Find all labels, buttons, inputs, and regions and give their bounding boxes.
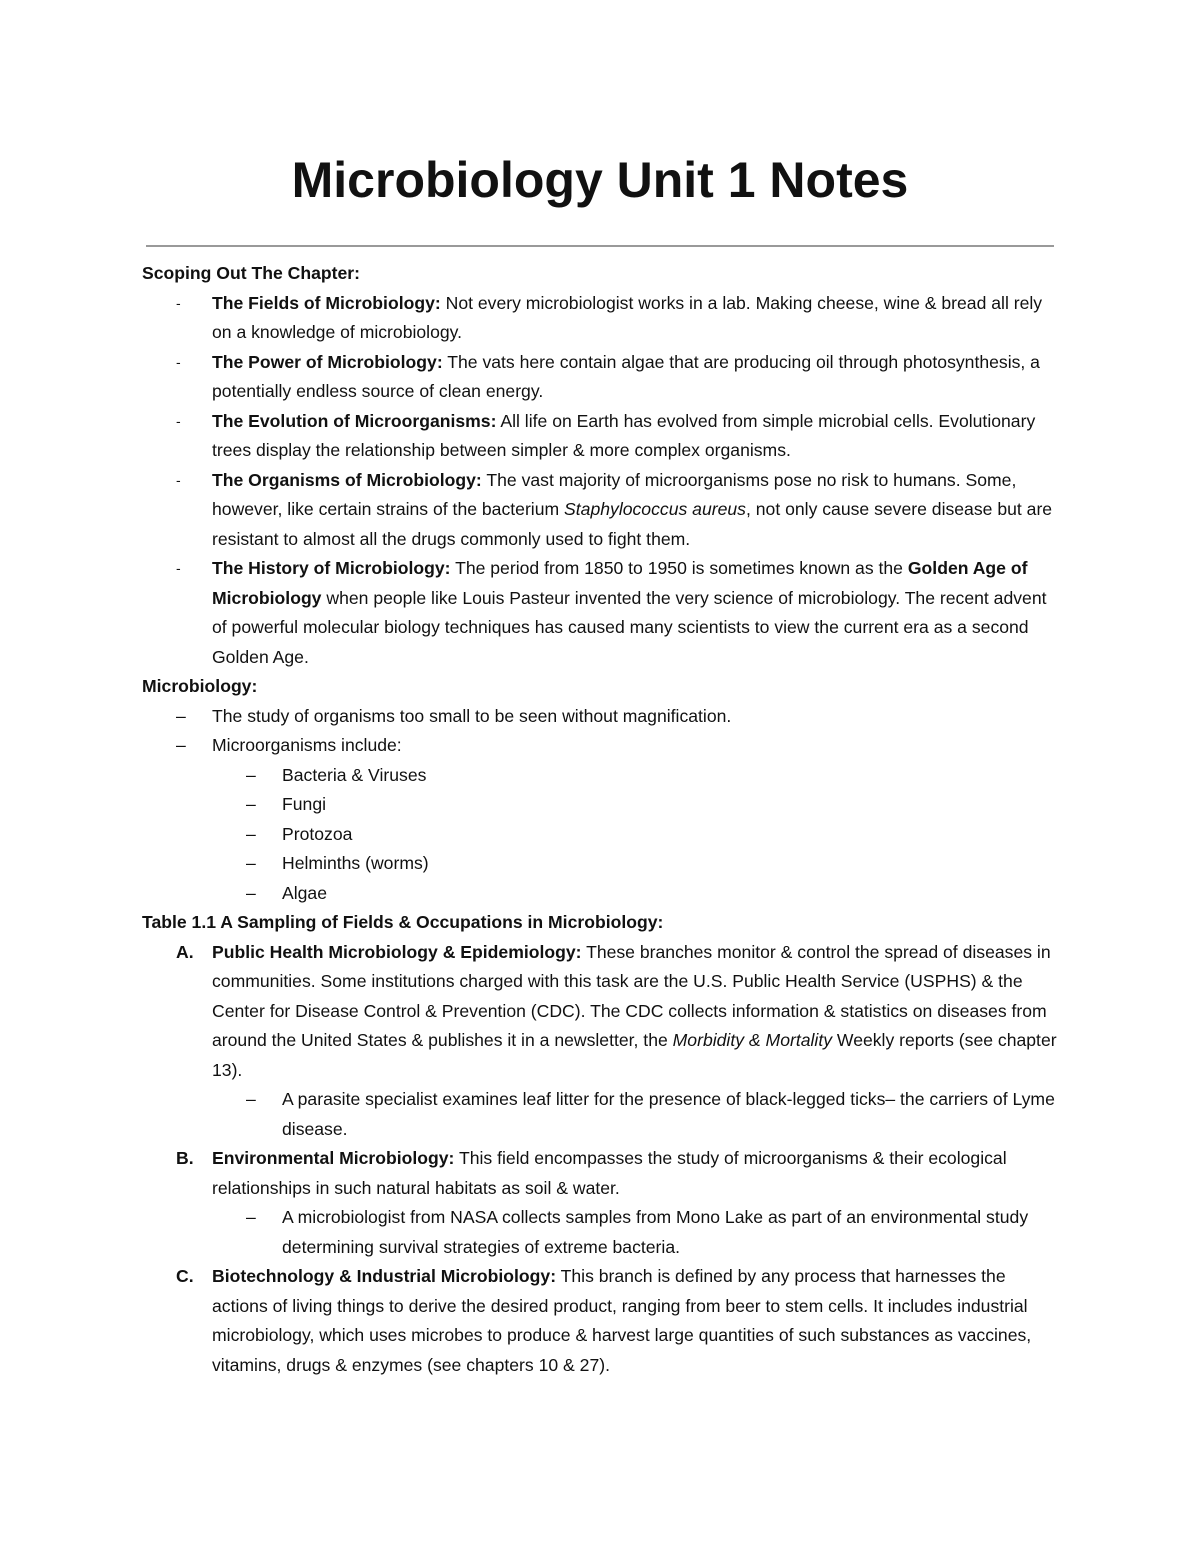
item-text: when people like Louis Pasteur invented the very science of microbiology. The recent advent of powerful molecular biology techniques has caused many scientists to view the current era as a second Golden Age. bbox=[212, 587, 1047, 667]
list-item bbox=[142, 348, 1062, 407]
bullet-dash: – bbox=[246, 764, 256, 785]
bullet-dash: - bbox=[176, 471, 181, 488]
list-item bbox=[142, 731, 1062, 761]
bullet-dash: - bbox=[176, 353, 181, 370]
sub-list-item bbox=[142, 849, 1062, 879]
sub-list-item bbox=[142, 1203, 1062, 1262]
item-text: Protozoa bbox=[282, 823, 353, 844]
item-letter: B. bbox=[176, 1148, 194, 1168]
bullet-dash: – bbox=[246, 1207, 256, 1227]
section-heading-table: Table 1.1 A Sampling of Fields & Occupations in Microbiology: bbox=[142, 912, 664, 932]
sub-list-item bbox=[142, 879, 1062, 909]
item-text: Weekly reports (see chapter 13). bbox=[212, 1030, 1057, 1080]
item-term: The Organisms of Microbiology: bbox=[212, 469, 482, 490]
item-text: The period from 1850 to 1950 is sometimes known as the bbox=[450, 558, 908, 578]
section-heading-scoping: Scoping Out The Chapter: bbox=[142, 263, 360, 283]
bullet-dash: – bbox=[246, 794, 256, 814]
item-text: Not every microbiologist works in a lab. Making cheese, wine & bread all rely on a knowledge of microbiology. bbox=[212, 292, 1043, 342]
item-text: , not only cause severe disease but are resistant to almost all the drugs commonly used to fight them. bbox=[212, 499, 1053, 549]
item-term: The History of Microbiology: bbox=[212, 558, 451, 578]
item-term: Public Health Microbiology & Epidemiology: bbox=[212, 941, 582, 962]
item-letter: C. bbox=[176, 1266, 194, 1286]
item-term: The Evolution of Microorganisms: bbox=[212, 410, 497, 431]
item-text: This field encompasses the study of microorganisms & their ecological relationships in such natural habitats as soil & water. bbox=[212, 1148, 1007, 1198]
sub-list-item bbox=[142, 790, 1062, 820]
bullet-dash: – bbox=[246, 853, 256, 873]
bullet-dash: - bbox=[176, 294, 181, 311]
item-text: Helminths (worms) bbox=[282, 853, 429, 873]
species-name: Staphylococcus aureus bbox=[564, 499, 746, 519]
item-text: A microbiologist from NASA collects samples from Mono Lake as part of an environmental study determining survival strategies of extreme bacteria. bbox=[282, 1207, 1029, 1257]
horizontal-rule bbox=[146, 245, 1054, 247]
lettered-item bbox=[142, 1262, 1062, 1380]
list-item bbox=[142, 407, 1062, 466]
item-text: The vats here contain algae that are producing oil through photosynthesis, a potentially endless source of clean energy. bbox=[212, 351, 1040, 401]
item-term: Environmental Microbiology: bbox=[212, 1148, 455, 1168]
item-term: Biotechnology & Industrial Microbiology: bbox=[212, 1266, 557, 1286]
lettered-item bbox=[142, 938, 1062, 1086]
item-text: Bacteria & Viruses bbox=[282, 764, 427, 785]
item-text: All life on Earth has evolved from simple microbial cells. Evolutionary trees display the relationship between simpler & more complex organisms. bbox=[212, 410, 1036, 460]
list-item bbox=[142, 466, 1062, 555]
item-term: The Fields of Microbiology: bbox=[212, 292, 441, 313]
bullet-dash: – bbox=[176, 705, 186, 726]
item-text: Microorganisms include: bbox=[212, 735, 402, 755]
item-text: A parasite specialist examines leaf litter for the presence of black-legged ticks– the carriers of Lyme disease. bbox=[282, 1089, 1055, 1139]
item-text: This branch is defined by any process that harnesses the actions of living things to derive the desired product, ranging from beer to stem cells. It includes industrial microbiology, which uses microbes to produce & harvest large quantities of such substances as vaccines, vitamins, drugs & enzymes (see chapters 10 & 27). bbox=[212, 1266, 1032, 1375]
bullet-dash: – bbox=[246, 823, 256, 844]
bullet-dash: – bbox=[246, 882, 256, 903]
item-text: Algae bbox=[282, 882, 327, 903]
list-item bbox=[142, 554, 1062, 672]
item-text: Fungi bbox=[282, 794, 327, 814]
item-term: The Power of Microbiology: bbox=[212, 351, 443, 372]
item-text: These branches monitor & control the spread of diseases in communities. Some institutions charged with this task are the U.S. Public Health Service (USPHS) & the Center for Disease Control & Prevention (CDC). The CDC collects information & statistics on diseases from around the United States & publishes it in a newsletter, the bbox=[212, 941, 1051, 1050]
item-letter: A. bbox=[176, 941, 194, 962]
publication-name: Morbidity & Mortality bbox=[672, 1030, 833, 1050]
sub-list-item bbox=[142, 761, 1062, 791]
item-text: The study of organisms too small to be seen without magnification. bbox=[212, 705, 732, 726]
list-item bbox=[142, 289, 1062, 348]
document-body bbox=[142, 259, 1062, 1380]
list-item bbox=[142, 702, 1062, 732]
sub-list-item bbox=[142, 820, 1062, 850]
bullet-dash: - bbox=[176, 560, 181, 576]
bullet-dash: – bbox=[246, 1089, 256, 1109]
lettered-item bbox=[142, 1144, 1062, 1203]
item-text: The vast majority of microorganisms pose no risk to humans. Some, however, like certain strains of the bacterium bbox=[212, 469, 1017, 519]
item-term-inline: Golden Age of Microbiology bbox=[212, 558, 1028, 608]
section-heading-microbiology: Microbiology: bbox=[142, 676, 258, 696]
bullet-dash: – bbox=[176, 735, 186, 755]
page-title: Microbiology Unit 1 Notes bbox=[291, 152, 909, 208]
bullet-dash: - bbox=[176, 412, 181, 429]
sub-list-item bbox=[142, 1085, 1062, 1144]
